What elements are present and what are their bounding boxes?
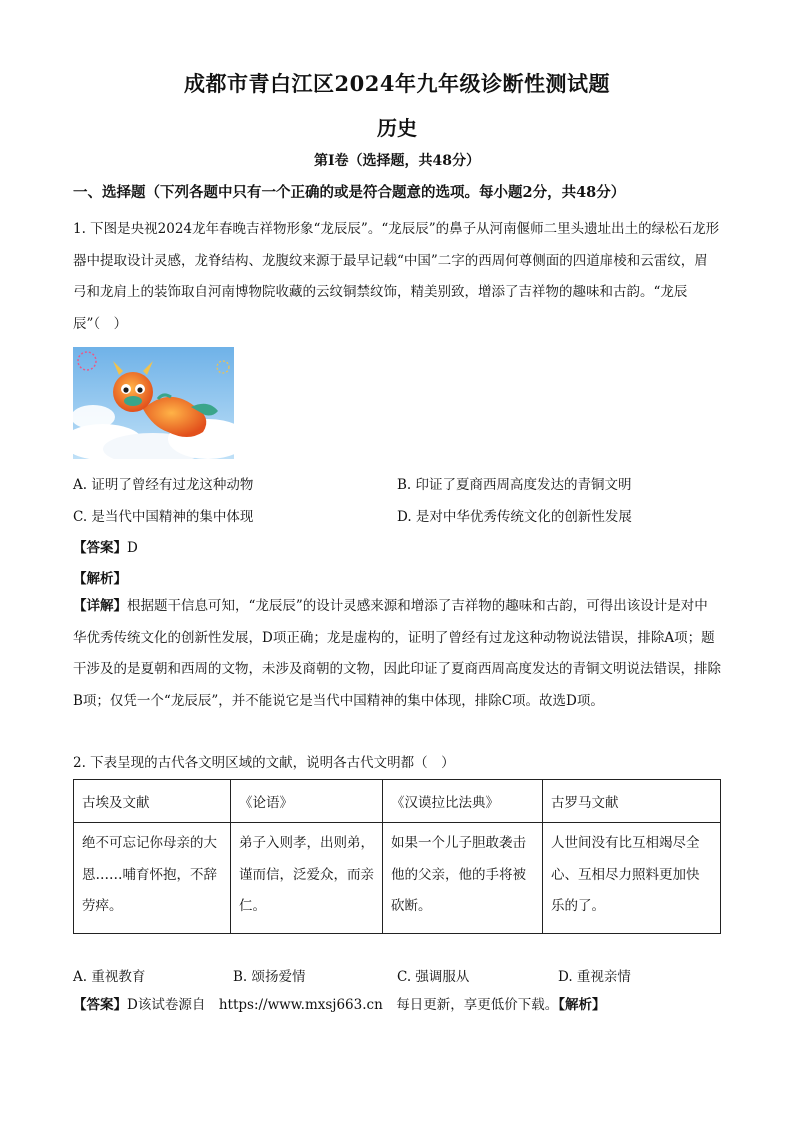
analysis-tag: 【解析】 — [73, 571, 127, 587]
answer-value: D — [127, 997, 138, 1013]
table-cell: 如果一个儿子胆敢袭击他的父亲，他的手将被砍断。 — [383, 823, 543, 934]
q2-option-b: B. 颂扬爱情 — [233, 969, 306, 985]
documents-table — [73, 779, 721, 934]
q1-option-d: D. 是对中华优秀传统文化的创新性发展 — [397, 509, 632, 525]
volume-heading: 第Ⅰ卷（选择题，共48分） — [313, 153, 481, 169]
q2-option-d: D. 重视亲情 — [558, 969, 631, 985]
detail-tag: 【详解】 — [73, 598, 127, 614]
question-1-stem: 1. 下图是央视2024龙年春晚吉祥物形象“龙辰辰”。“龙辰辰”的鼻子从河南偃师二里头遗址出土的绿松石龙形器中提取设计灵感，龙脊结构、龙腹纹来源于最早记载“中国”二字的西周何尊侧面的四道扉棱和云雷纹，眉弓和龙肩上的装饰取自河南博物院收藏的云纹铜禁纹饰，精美别致，增添了吉祥物的趣味和古韵。“龙辰辰”（ ） — [73, 221, 720, 332]
source-note: 该试卷源自 https://www.mxsj663.cn 每日更新，享更低价下载。 — [137, 997, 559, 1013]
q1-option-a: A. 证明了曾经有过龙这种动物 — [73, 477, 254, 493]
table-header-cell: 古罗马文献 — [543, 780, 721, 823]
q1-analysis-tag — [73, 567, 127, 587]
question-2-stem: 2. 下表呈现的古代各文明区域的文献，说明各古代文明都（ ） — [73, 755, 455, 771]
table-header-row — [74, 780, 721, 823]
table-header-cell: 《汉谟拉比法典》 — [383, 780, 543, 823]
q2-option-c: C. 强调服从 — [397, 969, 470, 985]
answer-value: D — [127, 540, 138, 556]
analysis-tag: 【解析】 — [558, 997, 606, 1013]
table-row — [74, 823, 721, 934]
q1-detail — [73, 591, 721, 717]
table-cell: 绝不可忘记你母亲的大恩……哺育怀抱，不辞劳瘁。 — [74, 823, 231, 934]
q1-answer — [73, 536, 138, 556]
table-header-cell: 古埃及文献 — [74, 780, 231, 823]
table-cell: 弟子入则孝，出则弟，谨而信，泛爱众，而亲仁。 — [231, 823, 383, 934]
dragon-mascot-image — [73, 347, 234, 459]
section-heading: 一、选择题（下列各题中只有一个正确的或是符合题意的选项。每小题2分，共48分） — [73, 184, 626, 201]
dragon-mascot-illustration — [73, 347, 234, 459]
table-cell: 人世间没有比互相竭尽全心、互相尽力照料更加快乐的了。 — [543, 823, 721, 934]
q1-option-c: C. 是当代中国精神的集中体现 — [73, 509, 254, 525]
q1-option-b: B. 印证了夏商西周高度发达的青铜文明 — [397, 477, 632, 493]
q2-answer-line — [73, 993, 606, 1013]
q2-option-a: A. 重视教育 — [73, 969, 146, 985]
answer-tag: 【答案】 — [73, 540, 127, 556]
exam-title: 成都市青白江区2024年九年级诊断性测试题 — [184, 71, 610, 96]
subject-title: 历史 — [377, 116, 417, 140]
answer-tag: 【答案】 — [73, 997, 127, 1013]
detail-text: 根据题干信息可知，“龙辰辰”的设计灵感来源和增添了吉祥物的趣味和古韵，可得出该设计是对中华优秀传统文化的创新性发展，D项正确；龙是虚构的，证明了曾经有过龙这种动物说法错误，排除A项；题干涉及的是夏朝和西周的文物，未涉及商朝的文物，因此印证了夏商西周高度发达的青铜文明说法错误，排除B项；仅凭一个“龙辰辰”，并不能说它是当代中国精神的集中体现，排除C项。故选D项。 — [73, 598, 721, 709]
table-header-cell: 《论语》 — [231, 780, 383, 823]
